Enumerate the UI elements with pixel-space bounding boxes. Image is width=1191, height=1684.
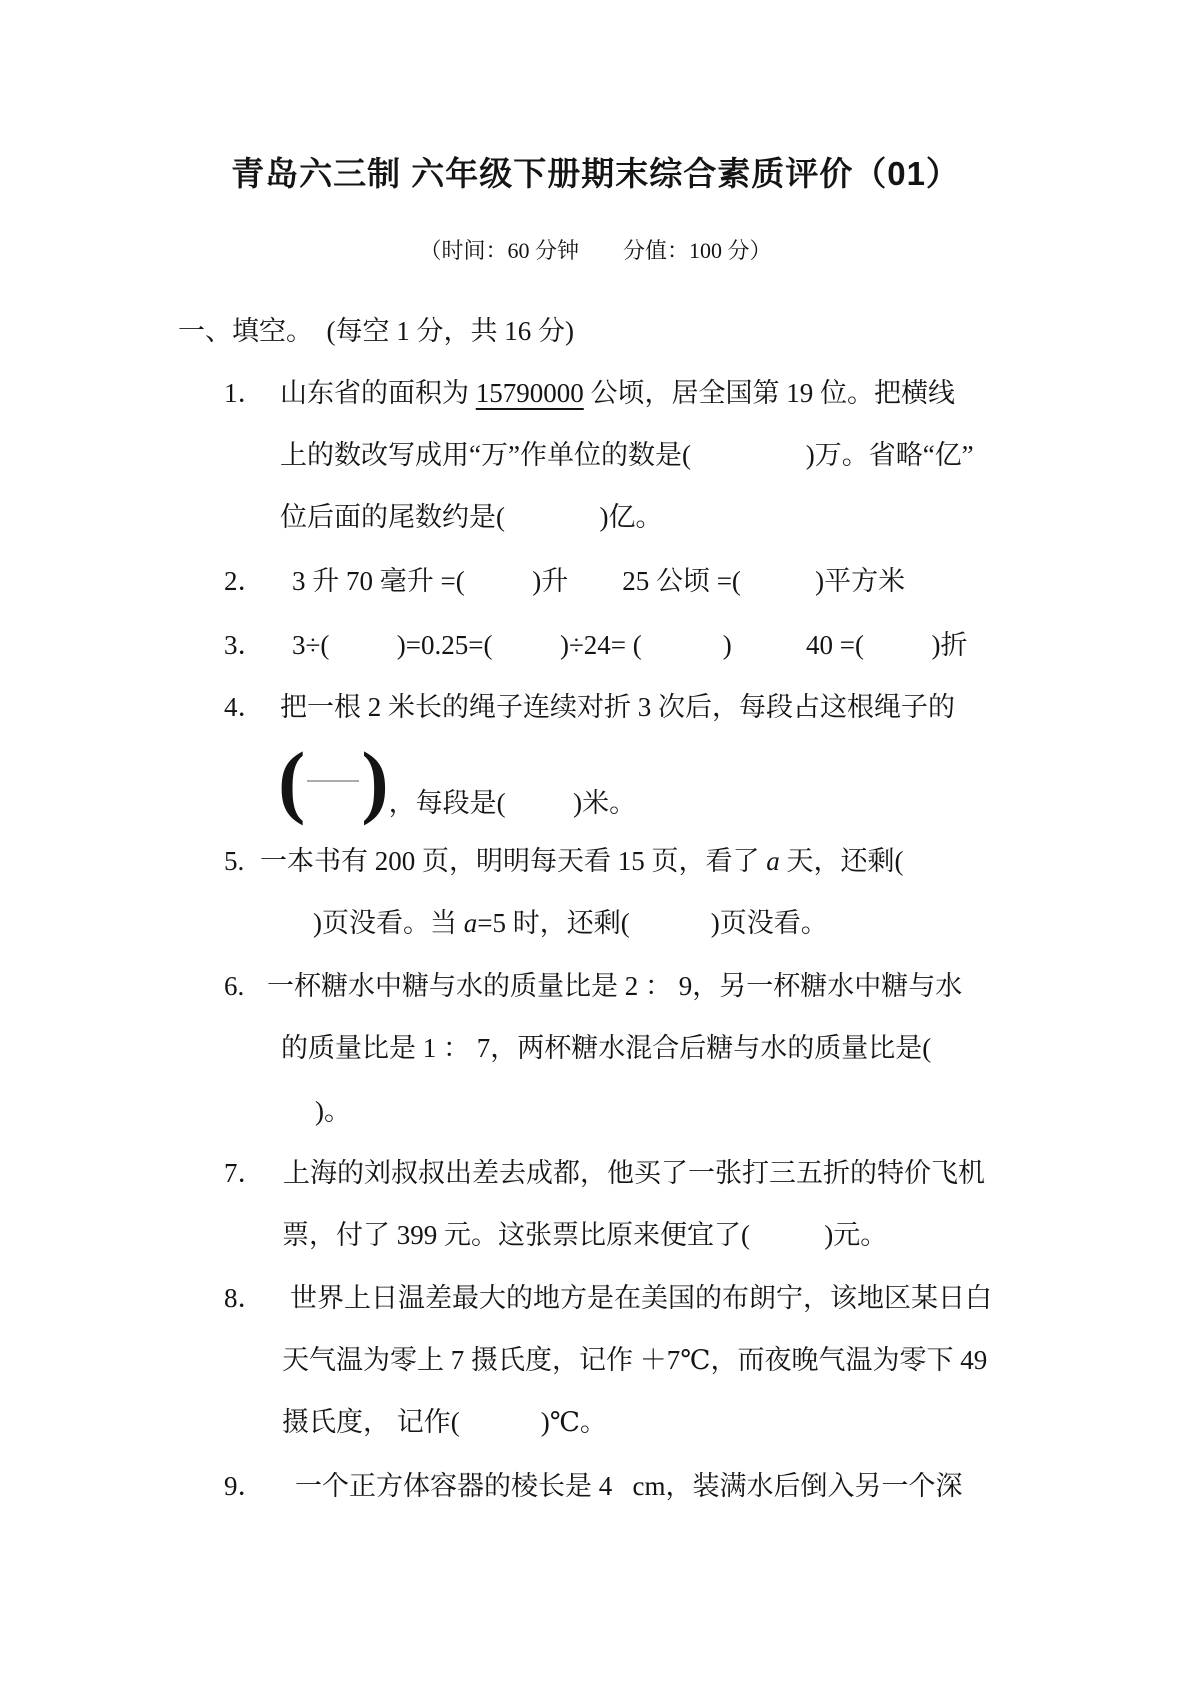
- fraction-open-paren: (: [278, 735, 306, 826]
- item-1-line-2: 上的数改写成用“万”作单位的数是( )万。省略“亿”: [280, 440, 974, 470]
- item-4-line-2: [278, 735, 637, 826]
- item-6-line-2: 的质量比是 1 ： 7，两杯糖水混合后糖与水的质量比是(: [281, 1033, 932, 1063]
- item-7-line-2: 票，付了 399 元。这张票比原来便宜了( )元。: [282, 1220, 888, 1250]
- item-9-line-1: 一个正方体容器的棱长是 4 cm，装满水后倒入另一个深: [295, 1471, 963, 1501]
- exam-meta: （时间：60 分钟 分值：100 分）: [419, 238, 772, 263]
- item-2-number: 2．: [224, 566, 265, 596]
- fraction-bar: [307, 780, 359, 782]
- item-9-number: 9．: [224, 1471, 265, 1501]
- item-7-line-1: 上海的刘叔叔出差去成都，他买了一张打三五折的特价飞机: [283, 1158, 985, 1188]
- variable-a: a: [766, 846, 780, 876]
- item-6-line-3: )。: [315, 1096, 351, 1126]
- variable-a: a: [463, 908, 478, 938]
- fraction-blank: [305, 741, 361, 821]
- item-5-line-1-pre: 一本书有 200 页，明明每天看 15 页，看了: [260, 846, 767, 876]
- item-8-number: 8．: [224, 1283, 265, 1313]
- page-title: 青岛六三制 六年级下册期末综合素质评价（01）: [231, 155, 960, 192]
- item-4-line-1: 把一根 2 米长的绳子连续对折 3 次后，每段占这根绳子的: [280, 692, 955, 722]
- item-1-line-1-pre: 山东省的面积为: [280, 378, 476, 408]
- item-4-number: 4．: [224, 692, 265, 722]
- item-6-line-1: 一杯糖水中糖与水的质量比是 2 ： 9，另一杯糖水中糖与水: [267, 971, 963, 1001]
- underlined-value: 15790000: [475, 378, 584, 408]
- item-5-number: 5.: [224, 846, 245, 876]
- item-3-number: 3．: [224, 630, 265, 660]
- item-1-number: 1．: [224, 378, 265, 408]
- item-5-line-1: [260, 844, 904, 878]
- item-1-line-1: [280, 376, 955, 410]
- item-8-line-1: 世界上日温差最大的地方是在美国的布朗宁，该地区某日白: [290, 1283, 992, 1313]
- item-5-line-1-post: 天，还剩(: [779, 846, 904, 876]
- item-5-line-2-post: =5 时，还剩( )页没看。: [477, 908, 828, 938]
- item-5-line-2: [313, 906, 828, 940]
- item-6-number: 6.: [224, 971, 245, 1001]
- item-1-line-3: 位后面的尾数约是( )亿。: [280, 502, 663, 532]
- fraction-close-paren: ): [361, 735, 389, 826]
- item-4-line-2-text: ，每段是( )米。: [388, 788, 637, 818]
- item-8-line-2: 天气温为零上 7 摄氏度，记作 ＋7℃，而夜晚气温为零下 49: [282, 1345, 988, 1375]
- section-heading: 一、填空。 (每空 1 分，共 16 分): [178, 316, 574, 346]
- item-2-line-1: 3 升 70 毫升 =( )升 25 公顷 =( )平方米: [292, 566, 906, 596]
- item-8-line-3: 摄氏度， 记作( )℃。: [282, 1407, 607, 1437]
- item-5-line-2-pre: )页没看。当: [313, 908, 464, 938]
- item-7-number: 7．: [224, 1158, 265, 1188]
- item-1-line-1-post: 公顷，居全国第 19 位。把横线: [583, 378, 955, 408]
- item-3-line-1: 3÷( )=0.25=( )÷24= ( ) 40 =( )折: [292, 630, 968, 660]
